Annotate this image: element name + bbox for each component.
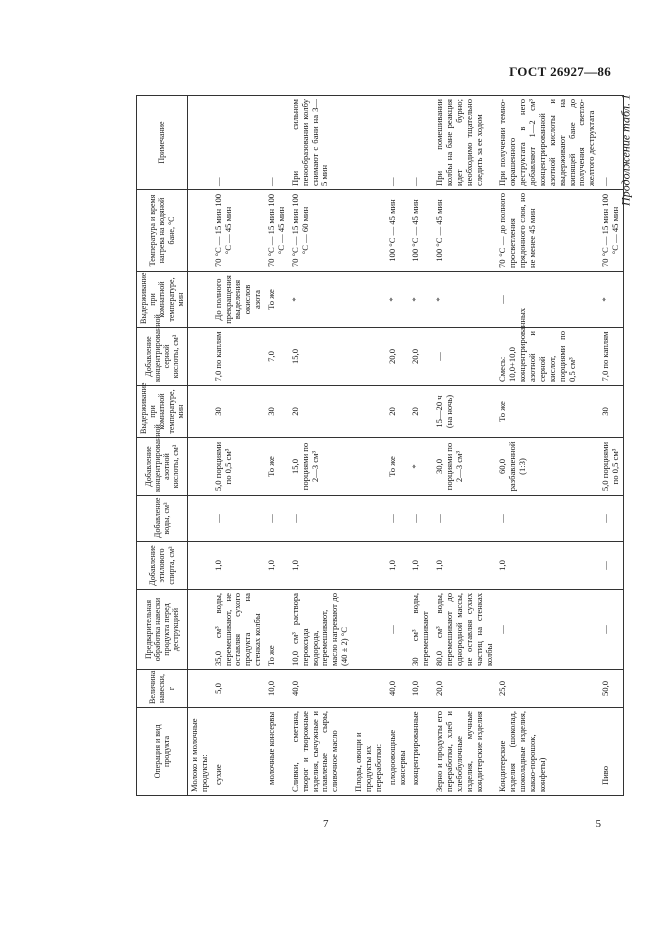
header-cell: Примечание [137,96,188,190]
table-cell [352,542,386,590]
table-cell [187,496,211,542]
table-cell: 10,0 [265,670,289,708]
product-name: плодоовощные консервы [386,708,410,796]
table-cell: — [409,96,433,190]
table-cell: — [265,96,289,190]
product-name: Пиво [599,708,623,796]
table-cell: 50,0 [599,670,623,708]
table-cell: * [599,272,623,328]
table-cell: — [599,496,623,542]
table-cell [187,190,211,272]
table-cell: 7,0 [265,328,289,386]
table-cell: 30 [599,386,623,438]
header-cell: Добавление воды, см³ [137,496,188,542]
table-cell: 20,0 [386,328,410,386]
header-cell: Операция и вид продукта [137,708,188,796]
table-cell: 5,0 порциями по 0,5 см³ [599,438,623,496]
table-cell: — [212,96,265,190]
page-number-right: 5 [595,818,601,830]
header-cell: Выдерживание при комнатной температуре, мин [137,272,188,328]
table-cell [187,96,211,190]
table-cell: 10,0 [409,670,433,708]
table-cell: * [409,438,433,496]
table-cell [187,438,211,496]
table-cell: 1,0 [433,542,496,590]
table-cell [352,272,386,328]
table-cell: 7,0 по каплям [212,328,265,386]
rotated-table-wrapper [136,96,621,796]
product-name: Сливки, сметана, творог и творожные изделия, сычужные и плавленые сыры, сливочное масло [289,708,352,796]
table-cell: То же [496,386,599,438]
header-row [137,96,188,796]
table-cell: 5,0 порциями по 0,5 см³ [212,438,265,496]
table-cell: 30 см³ воды, перемешивают [409,590,433,670]
table-row [289,96,352,796]
table-cell: При помешивании колбы на бане реакция идет бурно; необходимо тщательно следить за ее ходом [433,96,496,190]
table-cell: — [599,542,623,590]
table-cell: 1,0 [496,542,599,590]
table-cell: 20,0 [409,328,433,386]
table-cell [352,386,386,438]
table-cell: — [289,496,352,542]
table-cell: 1,0 [409,542,433,590]
product-name: Кондитерские изделия (шоколад, шоколадные изделия, какао-порошок, конфеты) [496,708,599,796]
header-cell: Выдерживание при комнатной температуре, мин [137,386,188,438]
product-name: молочные консервы [265,708,289,796]
table-cell: 60,0 разбавленной (1:3) [496,438,599,496]
table-row [496,96,599,796]
table-row [187,96,211,796]
table-row [599,96,623,796]
table-cell: 7,0 по каплям [599,328,623,386]
table-cell [352,96,386,190]
table-cell: 100 °С — 45 мин [433,190,496,272]
table-cell: То же [386,438,410,496]
table-cell [352,670,386,708]
table-cell [352,438,386,496]
table-cell: 1,0 [212,542,265,590]
table-cell [352,496,386,542]
table-cell: 1,0 [386,542,410,590]
table-cell: * [409,272,433,328]
table-cell: 40,0 [289,670,352,708]
table-cell [187,386,211,438]
table-cell: То же [265,590,289,670]
table-cell: 30 [265,386,289,438]
table-cell [187,670,211,708]
table-cell: — [496,590,599,670]
table-cell [187,542,211,590]
table-row [265,96,289,796]
table-cell: — [212,496,265,542]
header-cell: Температура и время нагрева на водяной бане, °С [137,190,188,272]
table-cell: 40,0 [386,670,410,708]
table-row [433,96,496,796]
table-cell: * [433,272,496,328]
header-cell: Добавление концентрированной азотной кислоты, см³ [137,438,188,496]
table-frame [136,96,621,796]
table-cell: При сильном пенообразовании колбу снимают с бани на 3—5 мин [289,96,352,190]
table-cell: — [386,496,410,542]
table-cell: Смесь: 10,0+10,0 концентрированных азотной и серной кислот, порциями по 0,5 см³ [496,328,599,386]
table-cell: — [599,590,623,670]
table-row [352,96,386,796]
product-name: Плоды, овощи и продукты их переработки: [352,708,386,796]
header-cell: Добавление концентрированной серной кислоты, см³ [137,328,188,386]
table-cell: 15—20 ч (на ночь) [433,386,496,438]
table-cell: 100 °С — 45 мин [386,190,410,272]
document-code: ГОСТ 26927—86 [509,64,611,79]
product-name: сухие [212,708,265,796]
table-cell: 70 °С — 15 мин 100 °С — 60 мин [289,190,352,272]
table-cell: — [433,328,496,386]
table-cell: 35,0 см³ воды, перемешивают, не оставляя сухого продукта на стенках колбы [212,590,265,670]
table-cell: — [433,496,496,542]
table-cell [187,272,211,328]
table-cell: 1,0 [265,542,289,590]
table-cell: 30 [212,386,265,438]
table-cell [352,328,386,386]
table-cell: 30,0 порциями по 2—3 см³ [433,438,496,496]
table-cell: 20 [386,386,410,438]
table-cell: 15,0 [289,328,352,386]
table-cell: До полного прекращения выделения окислов азота [212,272,265,328]
table-cell: * [289,272,352,328]
table-cell: 20,0 [433,670,496,708]
table-cell: — [409,496,433,542]
table-cell: 20 [289,386,352,438]
table-cell [352,590,386,670]
table-cell [187,328,211,386]
table-cell: — [386,590,410,670]
table-cell: При получении темно-окрашенного деструктата в него добавляют 1—2 см³ концентрированной азотной кислоты и выдерживают на кипящей бане до получения светло-желтого деструктата [496,96,599,190]
table-cell: 100 °С — 45 мин [409,190,433,272]
table-cell: 70 °С — 15 мин 100 °С — 45 мин [265,190,289,272]
table-cell [352,190,386,272]
table-cell: 10,0 см³ раствора пероксида водорода, перемешивают, масло нагревают до (40 ± 2) °С [289,590,352,670]
header-cell: Добавление этилового спирта, см³ [137,542,188,590]
header-cell: Величина навески, г [137,670,188,708]
page-number-left: 7 [323,818,329,830]
table-cell: — [265,496,289,542]
table-cell: — [496,272,599,328]
table-cell: То же [265,438,289,496]
data-table [136,95,624,796]
product-name: Зерно и продукты его переработки, хлеб и хлебобулочные изделия, мучные кондитерские изделия [433,708,496,796]
table-cell: — [496,496,599,542]
table-cell [187,590,211,670]
table-row [212,96,265,796]
product-name: Молоко и молочные продукты: [187,708,211,796]
table-cell: 5,0 [212,670,265,708]
table-cell: * [386,272,410,328]
continuation-text: Продолжение табл. 1 [618,94,633,206]
table-cell: — [599,96,623,190]
table-row [386,96,410,796]
table-cell: 70 °С — 15 мин 100 °С — 45 мин [212,190,265,272]
table-cell: 70 °С — до полного просветления прядонного слоя, но не менее 45 мин [496,190,599,272]
table-cell: 1,0 [289,542,352,590]
header-cell: Предварительная обработка навески продукта перед деструкцией [137,590,188,670]
product-name: концентрированные [409,708,433,796]
table-cell: 25,0 [496,670,599,708]
table-cell: 70 °С — 15 мин 100 °С — 45 мин [599,190,623,272]
table-cell: — [386,96,410,190]
table-row [409,96,433,796]
table-cell: 15,0 порциями по 2—3 см³ [289,438,352,496]
table-cell: То же [265,272,289,328]
table-cell: 80,0 см³ воды, перемешивают до однородной массы, не оставляя сухих частиц на стенках колбы [433,590,496,670]
table-cell: 20 [409,386,433,438]
